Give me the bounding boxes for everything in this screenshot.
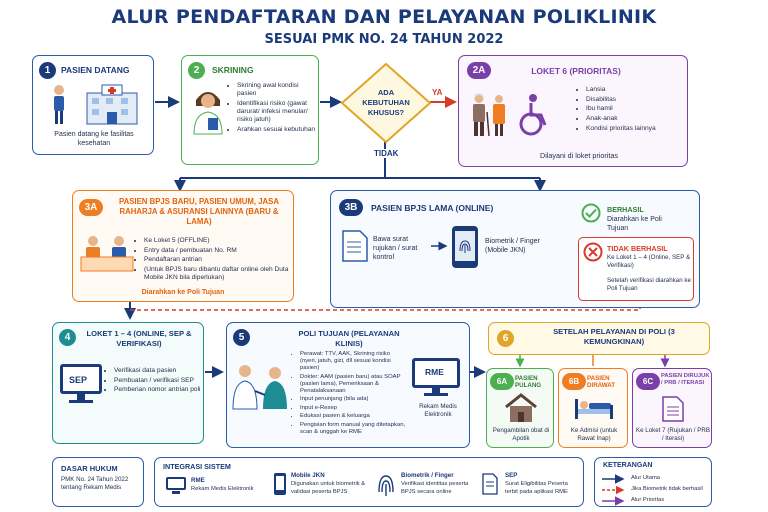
decision-no-label: TIDAK	[374, 149, 399, 158]
step-3a-list	[135, 237, 291, 284]
legal-title: DASAR HUKUM	[61, 464, 118, 473]
step-3b-fail-desc: Ke Loket 1 – 4 (Online, SEP & Verifikasi)	[607, 254, 691, 269]
step-5-item: • Dokter: AAM (pasien baru) atau SOAP (pasien lama), Pemeriksaan & Penatalaksanaan	[300, 374, 407, 395]
fail-x-icon	[583, 242, 603, 262]
legend-item: Alur Prioritas	[631, 497, 665, 503]
step-1-desc: Pasien datang ke fasilitas kesehatan	[54, 131, 134, 147]
step-1-number: 1	[39, 62, 56, 79]
step-1-box	[32, 55, 154, 155]
patient-hospital-icon	[47, 83, 143, 125]
decision-text: ADA KEBUTUHAN KHUSUS?	[362, 88, 410, 117]
step-2-list	[228, 82, 318, 136]
step-2-item: • Identifikasi risiko (gawat darurat/ infeksi menular/ risiko jatuh)	[237, 100, 318, 125]
step-5-item: • Pengisian form manual yang ditetapkan, scan & unggah ke RME	[300, 422, 407, 436]
step-2a-item: • Kondisi prioritas lainnya	[586, 125, 685, 133]
integration-item-desc: Surat Eligibilitas Peserta terbit pada aplikasi RME	[505, 481, 568, 495]
step-3b-bio: Biometrik / Finger (Mobile JKN)	[485, 238, 540, 254]
step-3b-ok-desc: Diarahkan ke Poli Tujuan	[607, 216, 662, 232]
step-2a-item: • Disabilitas	[586, 96, 685, 104]
step-2a-list	[577, 86, 685, 135]
step-5-box	[226, 322, 470, 448]
step-6-box	[488, 322, 710, 355]
hospital-bed-icon	[573, 395, 615, 421]
step-6a-box	[486, 368, 554, 448]
step-2a-item: • Lansia	[586, 86, 685, 94]
step-3a-item: • Pendaftaran antrian	[144, 256, 291, 264]
step-3b-doc: Bawa surat rujukan / surat kontrol	[373, 236, 418, 261]
success-check-icon	[581, 203, 601, 223]
mobile-jkn-icon	[273, 472, 287, 496]
step-4-number: 4	[59, 329, 76, 346]
step-3b-ok-title: BERHASIL	[607, 205, 644, 214]
step-6a-title: PASIEN PULANG	[515, 375, 542, 389]
rme-label: RME	[425, 367, 444, 377]
step-3a-number: 3A	[79, 199, 103, 216]
step-5-number: 5	[233, 329, 250, 346]
integration-box	[154, 457, 584, 507]
integration-item-title: RME	[191, 477, 205, 484]
referral-document-icon	[661, 395, 685, 423]
step-2a-footer: Dilayani di loket prioritas	[540, 151, 618, 160]
nurse-icon	[188, 86, 228, 136]
step-3a-title: PASIEN BPJS BARU, PASIEN UMUM, JASA RAHARJA & ASURANSI LAINNYA (BARU & LAMA)	[118, 197, 279, 226]
rme-desc: Rekam Medis Elektronik	[419, 403, 457, 418]
arrow-doc-to-phone	[431, 241, 451, 251]
decision-yes-label: YA	[432, 88, 443, 97]
step-3a-item: • Entry data / pembuatan No. RM	[144, 247, 291, 255]
page-title: ALUR PENDAFTARAN DAN PELAYANAN POLIKLINIK	[111, 6, 657, 28]
fingerprint-phone-icon	[451, 225, 479, 269]
step-5-title: POLI TUJUAN (PELAYANAN KLINIS)	[298, 329, 400, 348]
house-icon	[504, 393, 538, 423]
doctor-patient-icon	[231, 361, 291, 411]
step-3b-box	[330, 190, 700, 308]
step-3a-item: • (Untuk BPJS baru dibantu daftar online oleh Duta Mobile JKN bila diperlukan)	[144, 266, 291, 282]
step-3b-fail-box	[578, 237, 694, 301]
step-4-list	[105, 367, 203, 396]
step-6-number: 6	[497, 330, 514, 347]
integration-item-desc: Rekam Medis Elektronik	[191, 486, 254, 492]
integration-title: INTEGRASI SISTEM	[163, 462, 231, 471]
step-2-item: • Arahkan sesuai kebutuhan	[237, 126, 318, 134]
integration-item-desc: Verifikasi identitas peserta BPJS secara online	[401, 481, 469, 495]
step-2-item: • Skrining awal kondisi pasien	[237, 82, 318, 98]
step-2-title: SKRINING	[212, 65, 254, 75]
step-4-item: • Pemberian nomor antrian poli	[114, 386, 203, 394]
legend-title: KETERANGAN	[603, 462, 653, 469]
step-4-box	[52, 322, 204, 444]
integration-item-title: Mobile JKN	[291, 472, 325, 479]
step-2a-item: • Ibu hamil	[586, 105, 685, 113]
fingerprint-icon	[375, 472, 397, 498]
step-6a-desc: Pengambilan obat di Apotik	[492, 427, 550, 442]
step-4-item: • Verifikasi data pasien	[114, 367, 203, 375]
step-2a-number: 2A	[467, 62, 491, 79]
step-3b-number: 3B	[339, 199, 363, 216]
step-6b-desc: Ke Admisi (untuk Rawat Inap)	[570, 427, 618, 442]
legal-desc: PMK No. 24 Tahun 2022 tentang Rekam Medis	[61, 476, 129, 491]
step-2a-title: LOKET 6 (PRIORITAS)	[531, 66, 621, 76]
step-6a-number: 6A	[490, 373, 514, 390]
rme-icon	[165, 476, 187, 496]
step-6-title: SETELAH PELAYANAN DI POLI (3 KEMUNGKINAN)	[553, 327, 675, 346]
registration-desk-icon	[79, 233, 135, 273]
document-icon	[341, 229, 369, 263]
step-6c-box	[632, 368, 712, 448]
step-6c-number: 6C	[636, 373, 660, 390]
rme-monitor-icon	[411, 357, 461, 397]
step-6b-number: 6B	[562, 373, 586, 390]
step-5-list	[291, 351, 407, 437]
step-6b-box	[558, 368, 628, 448]
legend-box	[594, 457, 712, 507]
step-3b-title: PASIEN BPJS LAMA (ONLINE)	[371, 203, 494, 213]
legal-box	[52, 457, 144, 507]
step-3b-fail-title: TIDAK BERHASIL	[607, 244, 668, 253]
step-2a-item: • Anak-anak	[586, 115, 685, 123]
legend-item: Jika Biometrik tidak berhasil	[631, 486, 703, 492]
integration-item-title: SEP	[505, 472, 518, 479]
step-6b-title: PASIEN DIRAWAT	[587, 375, 616, 389]
sep-label: SEP	[69, 375, 88, 385]
legend-item: Alur Utama	[631, 475, 660, 481]
step-6c-title: PASIEN DIRUJUK / PRB / ITERASI	[661, 373, 710, 386]
step-3a-footer: Diarahkan ke Poli Tujuan	[141, 289, 225, 296]
integration-item-title: Biometrik / Finger	[401, 472, 454, 479]
legend-lines	[601, 474, 629, 506]
step-2a-box	[458, 55, 688, 167]
step-2-number: 2	[188, 62, 205, 79]
page-subtitle: SESUAI PMK NO. 24 TAHUN 2022	[264, 32, 504, 47]
step-3a-box	[72, 190, 294, 302]
step-5-item: • Edukasi pasien & keluarga	[300, 413, 407, 420]
step-1-title: PASIEN DATANG	[61, 65, 130, 75]
step-6c-desc: Ke Loket 7 (Rujukan / PRB / Iterasi)	[636, 427, 710, 442]
sep-document-icon	[481, 472, 499, 496]
step-4-item: • Pembuatan / verifikasi SEP	[114, 377, 203, 385]
step-2-box	[181, 55, 319, 165]
step-5-item: • Perawat: TTV, AAK, Skrining risiko (nyeri, jatuh, gizi, dll sesuai kondisi pasien)	[300, 351, 407, 372]
priority-patients-icon	[467, 90, 557, 140]
integration-item-desc: Digunakan untuk biometrik & validasi peserta BPJS	[291, 481, 366, 495]
step-4-title: LOKET 1 – 4 (ONLINE, SEP & VERIFIKASI)	[86, 329, 192, 348]
step-3b-fail-next: Setelah verifikasi diarahkan ke Poli Tujuan	[607, 277, 691, 292]
step-3a-item: • Ke Loket 5 (OFFLINE)	[144, 237, 291, 245]
step-5-item: • Input penunjang (bila ada)	[300, 396, 407, 403]
step-5-item: • Input e-Resep	[300, 405, 407, 412]
